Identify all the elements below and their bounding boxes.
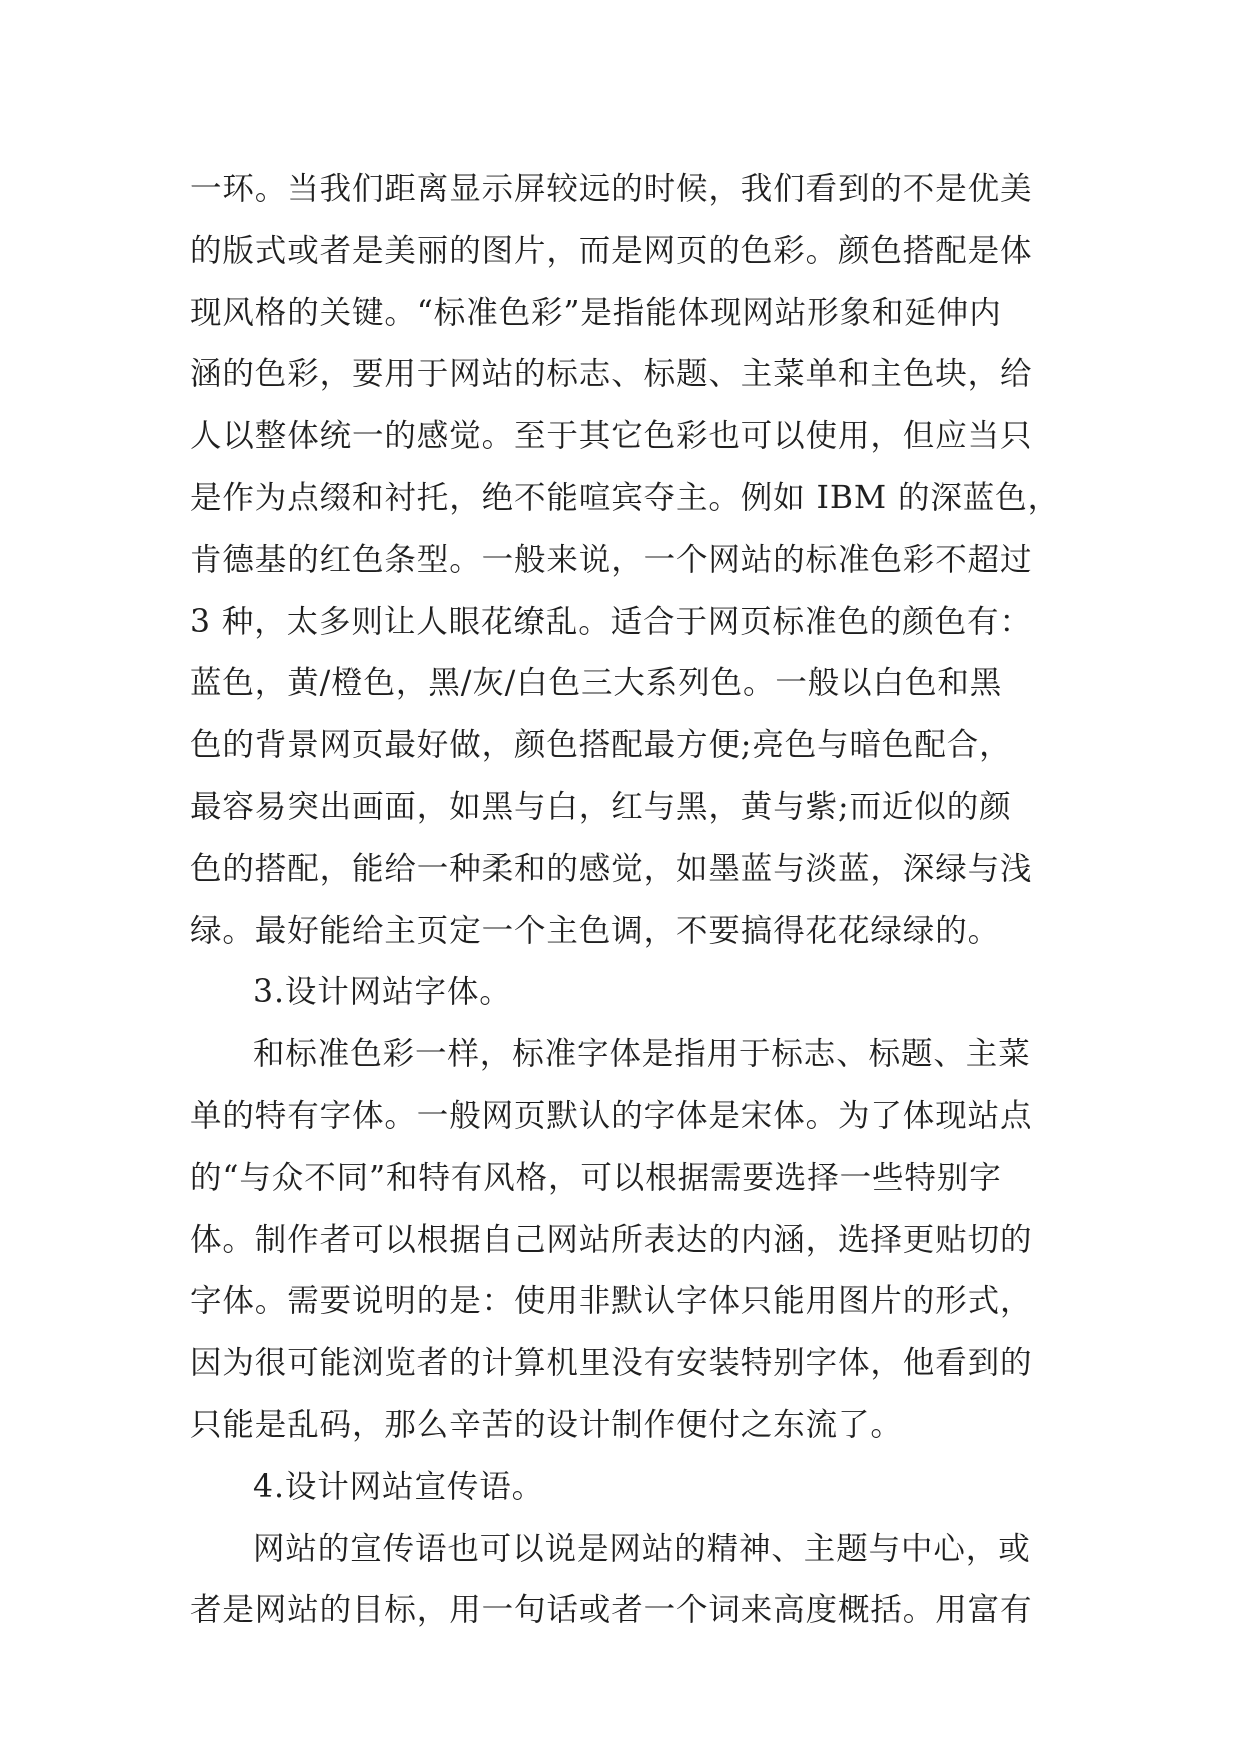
text-line: 因为很可能浏览者的计算机里没有安装特别字体，他看到的 [190,1345,1033,1382]
text-line: 只能是乱码，那么辛苦的设计制作便付之东流了。 [190,1406,903,1443]
text-line: 和标准色彩一样，标准字体是指用于标志、标题、主菜 [253,1036,1031,1073]
text-line: 是作为点缀和衬托，绝不能喧宾夺主。例如 IBM 的深蓝色， [190,479,1060,516]
text-line: 人以整体统一的感觉。至于其它色彩也可以使用，但应当只 [190,418,1033,455]
text-line: 一环。当我们距离显示屏较远的时候，我们看到的不是优美 [190,171,1033,207]
section-heading: 3.设计网站字体。 [253,974,512,1011]
text-line: 的版式或者是美丽的图片，而是网页的色彩。颜色搭配是体 [190,232,1033,269]
text-line: 体。制作者可以根据自己网站所表达的内涵，选择更贴切的 [190,1221,1033,1258]
body-text [190,159,1060,1642]
text-line: 蓝色，黄/橙色，黑/灰/白色三大系列色。一般以白色和黑 [190,665,1003,702]
text-line: 绿。最好能给主页定一个主色调，不要搞得花花绿绿的。 [190,912,1001,949]
text-line: 最容易突出画面，如黑与白，红与黑，黄与紫;而近似的颜 [190,788,1012,825]
section-heading: 4.设计网站宣传语。 [253,1468,545,1505]
text-line: 者是网站的目标，用一句话或者一个词来高度概括。用富有 [190,1592,1033,1629]
text-line: 肯德基的红色条型。一般来说，一个网站的标准色彩不超过 [190,541,1033,578]
text-line: 现风格的关键。“标准色彩”是指能体现网站形象和延伸内 [190,294,1002,331]
text-line: 网站的宣传语也可以说是网站的精神、主题与中心，或 [253,1530,1031,1567]
text-line: 3 种，太多则让人眼花缭乱。适合于网页标准色的颜色有： [190,603,1032,640]
text-line: 单的特有字体。一般网页默认的字体是宋体。为了体现站点 [190,1097,1033,1134]
text-line: 的“与众不同”和特有风格，可以根据需要选择一些特别字 [190,1159,1002,1196]
text-line: 涵的色彩，要用于网站的标志、标题、主菜单和主色块，给 [190,356,1033,393]
text-line: 色的搭配，能给一种柔和的感觉，如墨蓝与淡蓝，深绿与浅 [190,850,1033,887]
text-line: 色的背景网页最好做，颜色搭配最方便;亮色与暗色配合， [190,727,1012,764]
text-line: 字体。需要说明的是：使用非默认字体只能用图片的形式， [190,1283,1033,1320]
